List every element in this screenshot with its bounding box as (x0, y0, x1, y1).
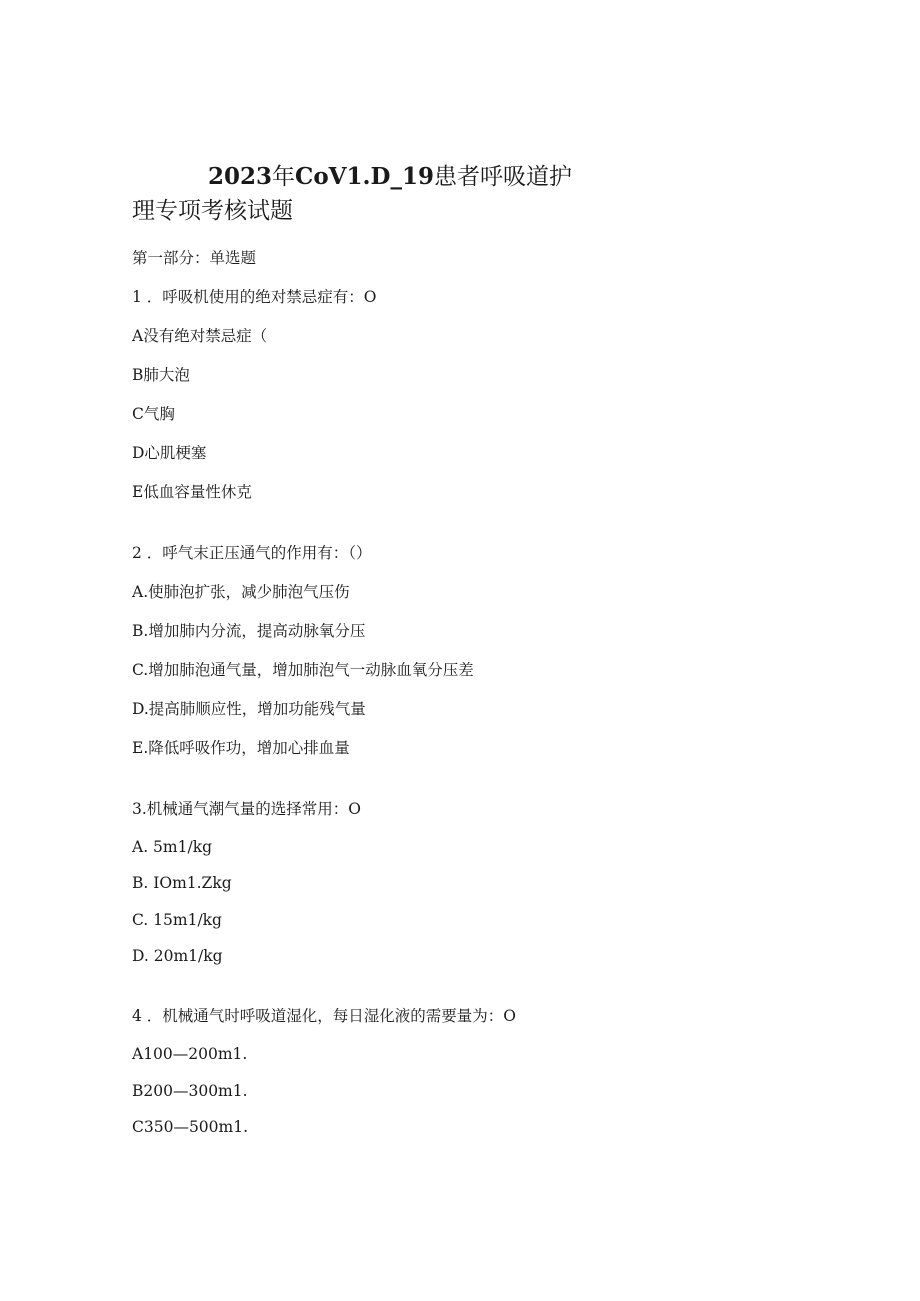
question-1-option-a: A没有绝对禁忌症（ (132, 327, 268, 345)
question-stem-2: 2 ．呼气末正压通气的作用有：（） (132, 544, 372, 562)
title-code: CoV1.D_19 (295, 163, 434, 190)
question-1-option-b: B肺大泡 (132, 366, 190, 384)
title-year-char: 年 (272, 164, 296, 190)
document-title (132, 160, 592, 228)
question-stem-3: 3.机械通气潮气量的选择常用：O (132, 800, 361, 818)
question-4-option-c: C350—500m1. (132, 1118, 249, 1136)
title-rest: 患者呼吸道护 (433, 164, 572, 190)
question-2-option-d: D.提高肺顺应性，增加功能残气量 (132, 700, 366, 718)
question-3-option-a: A. 5m1∕kg (132, 838, 213, 856)
question-2-option-a: A.使肺泡扩张，减少肺泡气压伤 (132, 583, 350, 601)
question-1-option-c: C气胸 (132, 405, 175, 423)
title-line-2: 理专项考核试题 (132, 198, 293, 224)
section-heading: 第一部分：单选题 (132, 249, 257, 267)
question-2-option-e: E.降低呼吸作功，增加心排血量 (132, 739, 350, 757)
title-line-1 (132, 160, 592, 194)
question-2-option-b: B.增加肺内分流，提高动脉氧分压 (132, 622, 366, 640)
question-3-option-c: C. 15m1∕kg (132, 911, 222, 929)
question-4-option-a: A100—200m1. (132, 1045, 248, 1063)
question-stem-1: 1 ．呼吸机使用的绝对禁忌症有：O (132, 288, 377, 306)
question-3-option-d: D. 20m1∕kg (132, 947, 223, 965)
question-3-option-b: B. IOm1.Zkg (132, 874, 232, 892)
question-1-option-e: E低血容量性休克 (132, 483, 252, 501)
question-stem-4: 4 ．机械通气时呼吸道湿化，每日湿化液的需要量为：O (132, 1007, 516, 1025)
title-year: 2023 (208, 163, 273, 190)
question-4-option-b: B200—300m1. (132, 1082, 248, 1100)
question-1-option-d: D心肌梗塞 (132, 444, 207, 462)
question-2-option-c: C.增加肺泡通气量，增加肺泡气一动脉血氧分压差 (132, 661, 474, 679)
